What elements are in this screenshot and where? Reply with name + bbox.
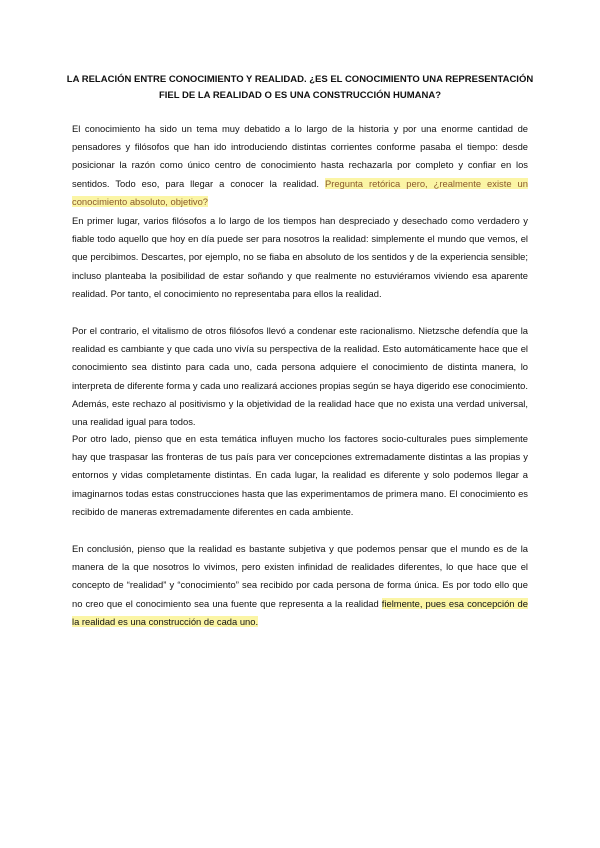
paragraph-sociocultural	[72, 430, 528, 521]
paragraph-text: Por el contrario, el vitalismo de otros filósofos llevó a condenar este racionalismo. Nietzsche defendía que la realidad es cambiante y que cada uno vivía su perspectiva de la realidad. Esto automáticamente hace que el conocimiento sea distinto para cada uno, cada persona adquiere el conocimiento de distinta manera, lo interpreta de diferente forma y cada uno realizará acciones propias según se haya digerido ese conocimiento. Además, este rechazo al positivismo y la objetividad de la realidad hace que no exista una verdad universal, una realidad igual para todos.	[72, 325, 529, 428]
paragraph-conclusion	[72, 540, 528, 631]
paragraph-text: En primer lugar, varios filósofos a lo largo de los tiempos han despreciado y desechado como verdadero y fiable todo aquello que hoy en día puede ser para nosotros la realidad: simplemente el mundo que vemos, el que percibimos. Descartes, por ejemplo, no se fiaba en absoluto de los sentidos y de la experiencia sensible; incluso planteaba la posibilidad de estar soñando y que realmente no estuviéramos viviendo esa aparente realidad. Por tanto, el conocimiento no representaba para ellos la realidad.	[72, 215, 528, 299]
paragraph-nietzsche	[72, 322, 528, 431]
paragraph-text: Por otro lado, pienso que en esta temática influyen mucho los factores socio-culturales pues simplemente hay que traspasar las fronteras de tus país para ver concepciones extremadamente distintas a las propias y entornos y vidas completamente distintas. En cada lugar, la realidad es diferente y solo podemos llegar a imaginarnos todas estas construcciones hasta que las experimentamos de primera mano. El conocimiento es recibido de maneras extremadamente diferentes en cada ambiente.	[72, 433, 528, 517]
paragraph-intro	[72, 120, 528, 211]
paragraph-descartes	[72, 212, 528, 303]
document-title: LA RELACIÓN ENTRE CONOCIMIENTO Y REALIDAD. ¿ES EL CONOCIMIENTO UNA REPRESENTACIÓN FIEL DE LA REALIDAD O ES UNA CONSTRUCCIÓN HUMANA?	[66, 74, 534, 101]
paragraph-text: El conocimiento ha sido un tema muy debatido a lo largo de la historia y por una enorme cantidad de pensadores y filósofos que han ido introduciendo distintas corrientes conforme pasaba el tiempo: desde posicionar la razón como único centro de conocimiento hasta rechazarla por completo y confiar en los sentidos. Todo eso, para llegar a conocer la realidad.	[72, 123, 528, 189]
paragraph-text: En conclusión, pienso que la realidad es bastante subjetiva y que podemos pensar que el mundo es de la manera de la que nosotros lo vivimos, pero existen infinidad de realidades diferentes, lo que hace que el concepto de “realidad” y “conocimiento” sea recibido por cada persona de forma única. Es por todo ello que no creo que el conocimiento sea una fuente que representa a la realidad	[72, 543, 528, 609]
highlighted-passage: fielmente, pues esa concepción de la realidad es una construcción de cada uno.	[72, 597, 528, 627]
highlighted-annotation: Pregunta retórica pero, ¿realmente existe un conocimiento absoluto, objetivo?	[72, 177, 528, 207]
